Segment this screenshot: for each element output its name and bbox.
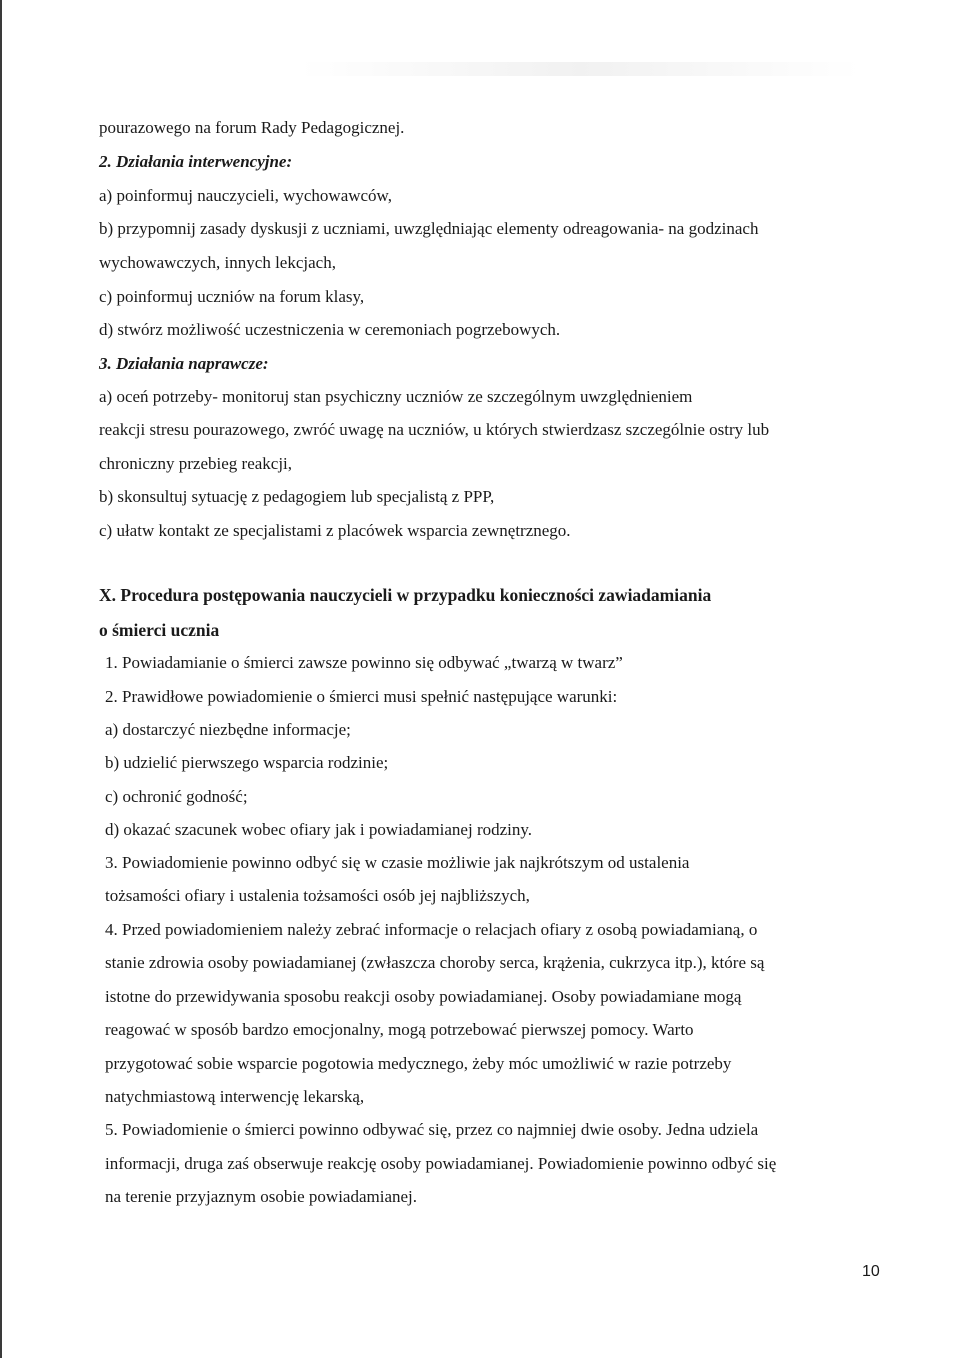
list-item: d) okazać szacunek wobec ofiary jak i powiadamianej rodziny. (105, 820, 533, 839)
list-item: c) ułatw kontakt ze specjalistami z placówek wsparcia zewnętrznego. (99, 521, 571, 540)
list-item: b) przypomnij zasady dyskusji z uczniami, uwzględniając elementy odreagowania- na godzinach (99, 219, 759, 238)
text-line: natychmiastową interwencję lekarską, (105, 1087, 365, 1106)
numbered-item: 5. Powiadomienie o śmierci powinno odbywać się, przez co najmniej dwie osoby. Jedna udziela (105, 1120, 759, 1139)
list-item: c) ochronić godność; (105, 787, 248, 806)
section-heading-repairs: 3. Działania naprawcze: (99, 354, 269, 373)
text-line: tożsamości ofiary i ustalenia tożsamości osób jej najbliższych, (105, 886, 530, 905)
list-item: a) poinformuj nauczycieli, wychowawców, (99, 186, 392, 205)
numbered-item: 3. Powiadomienie powinno odbyć się w czasie możliwie jak najkrótszym od ustalenia (105, 853, 690, 872)
text-line: reagować w sposób bardzo emocjonalny, mogą potrzebować pierwszej pomocy. Warto (105, 1020, 694, 1039)
list-item: b) udzielić pierwszego wsparcia rodzinie; (105, 753, 389, 772)
numbered-item: 2. Prawidłowe powiadomienie o śmierci musi spełnić następujące warunki: (105, 687, 618, 706)
text-line: pourazowego na forum Rady Pedagogicznej. (99, 118, 405, 137)
scan-left-edge (0, 0, 2, 1358)
text-line: informacji, druga zaś obserwuje reakcję osoby powiadamianej. Powiadomienie powinno odbyć się (105, 1154, 777, 1173)
section-heading-interventions: 2. Działania interwencyjne: (99, 152, 293, 171)
section-title-procedure-cont: o śmierci ucznia (99, 620, 220, 640)
text-line: stanie zdrowia osoby powiadamianej (zwłaszcza choroby serca, krążenia, cukrzyca itp.), które są (105, 953, 765, 972)
list-item: b) skonsultuj sytuację z pedagogiem lub specjalistą z PPP, (99, 487, 495, 506)
numbered-item: 4. Przed powiadomieniem należy zebrać informacje o relacjach ofiary z osobą powiadamianą, o (105, 920, 758, 939)
text-line: wychowawczych, innych lekcjach, (99, 253, 336, 272)
scan-smudge (300, 62, 860, 76)
text-line: chroniczny przebieg reakcji, (99, 454, 293, 473)
section-title-procedure: X. Procedura postępowania nauczycieli w przypadku konieczności zawiadamiania (99, 585, 712, 605)
text-line: przygotować sobie wsparcie pogotowia medycznego, żeby móc umożliwić w razie potrzeby (105, 1054, 732, 1073)
text-line: istotne do przewidywania sposobu reakcji osoby powiadamianej. Osoby powiadamiane mogą (105, 987, 742, 1006)
text-line: na terenie przyjaznym osobie powiadamianej. (105, 1187, 418, 1206)
list-item: a) oceń potrzeby- monitoruj stan psychiczny uczniów ze szczególnym uwzględnieniem (99, 387, 693, 406)
text-line: reakcji stresu pourazowego, zwróć uwagę na uczniów, u których stwierdzasz szczególnie ostry lub (99, 420, 770, 439)
list-item: c) poinformuj uczniów na forum klasy, (99, 287, 365, 306)
page-number: 10 (862, 1263, 880, 1280)
numbered-item: 1. Powiadamianie o śmierci zawsze powinno się odbywać „twarzą w twarz” (105, 653, 623, 672)
list-item: d) stwórz możliwość uczestniczenia w ceremoniach pogrzebowych. (99, 320, 561, 339)
list-item: a) dostarczyć niezbędne informacje; (105, 720, 351, 739)
